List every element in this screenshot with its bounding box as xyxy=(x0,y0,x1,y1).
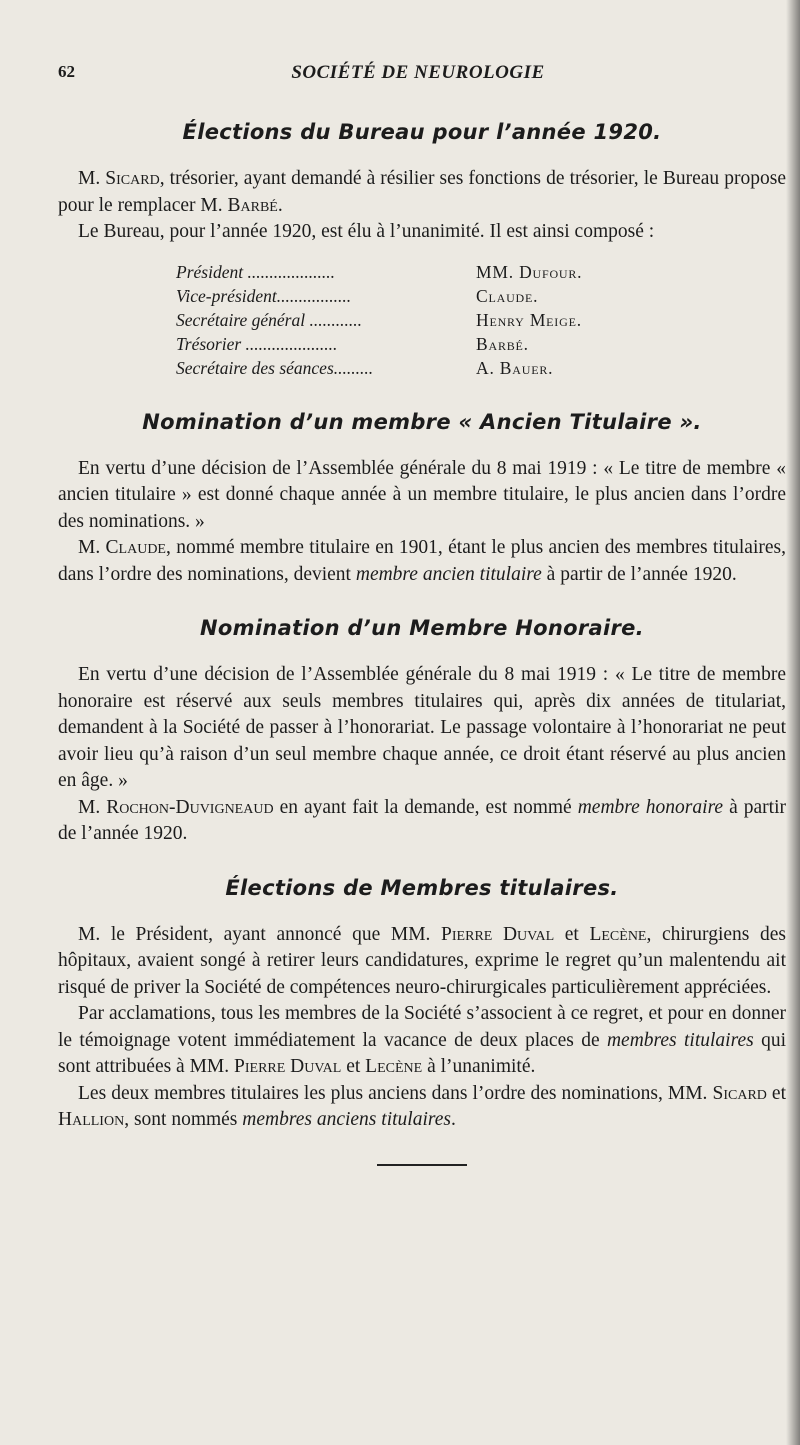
paragraph-ancien-2: M. Claude, nommé membre titulaire en 1901, étant le plus ancien des membres titulaires, dans l’ordre des nominations, devient membre ancien titulaire à partir de l’année 1920. xyxy=(58,537,786,585)
paragraph-titulaires-2: Par acclamations, tous les membres de la Société s’associent à ce regret, et pour en donner le témoignage votent immédiatement la vacance de deux places de membres titulaires qui sont attribuées à MM. Pierre Duval et Lecène à l’unanimité. xyxy=(58,1003,786,1077)
name-pierre-duval: Pierre Duval xyxy=(234,1056,342,1077)
paragraph-titulaires-1: M. le Président, ayant annoncé que MM. Pierre Duval et Lecène, chirurgiens des hôpitaux, avaient songé à retirer leurs candidatures, exprime le regret qu’un malentendu ait risqué de priver la Société de compétences neuro-chirurgicales particulièrement appréciées. xyxy=(58,923,786,998)
name-lecene: Lecène xyxy=(589,923,647,945)
paragraph-bureau-2: Le Bureau, pour l’année 1920, est élu à l’unanimité. Il est ainsi composé : xyxy=(78,221,655,242)
closing-rule xyxy=(377,1164,467,1166)
emphasis-membre-honoraire: membre honoraire xyxy=(577,796,724,818)
name-sicard: Sicard xyxy=(105,168,160,189)
section-heading-honoraire: Nomination d’un Membre Honoraire. xyxy=(200,616,644,640)
officer-name: Barbé. xyxy=(476,333,529,354)
name-pierre-duval: Pierre Duval xyxy=(441,923,555,945)
section-heading-bureau: Élections du Bureau pour l’année 1920. xyxy=(182,120,662,144)
officer-role: Président .................... xyxy=(176,261,335,282)
paragraph-honoraire-2: M. Rochon-Duvigneaud en ayant fait la demande, est nommé membre honoraire à partir de l’année 1920. xyxy=(58,796,786,844)
officer-role: Trésorier ..................... xyxy=(176,333,338,354)
name-claude: Claude xyxy=(105,537,166,558)
officer-name: A. Bauer. xyxy=(476,357,554,378)
officer-name: Henry Meige. xyxy=(476,309,582,330)
name-hallion: Hallion xyxy=(58,1109,125,1130)
officer-role: Secrétaire général ............ xyxy=(176,309,362,330)
page-edge-shadow xyxy=(786,0,800,1445)
officer-row xyxy=(176,284,696,308)
paragraph-honoraire-1: En vertu d’une décision de l’Assemblée générale du 8 mai 1919 : « Le titre de membre honoraire est réservé aux seuls membres titulaires qui, après dix années de titulariat, demandent à la Société de passer à l’honorariat. Le passage volontaire à l’honorariat ne peut avoir lieu qu’à raison d’un seul membre chaque année, ce droit étant réservé au plus ancien en âge. » xyxy=(58,664,786,791)
bureau-officers-list xyxy=(176,260,696,380)
page-content xyxy=(58,120,786,1166)
paragraph-titulaires-3: Les deux membres titulaires les plus anciens dans l’ordre des nominations, MM. Sicard et Hallion, sont nommés membres anciens titulaires. xyxy=(58,1082,786,1130)
name-sicard: Sicard xyxy=(712,1082,767,1104)
emphasis-membres-anciens: membres anciens titulaires xyxy=(242,1109,451,1130)
officer-name: Claude. xyxy=(476,285,539,306)
name-lecene: Lecène xyxy=(365,1056,423,1077)
officer-row xyxy=(176,332,696,356)
name-rochon-duvigneaud: Rochon-Duvigneaud xyxy=(106,796,274,818)
officer-row xyxy=(176,308,696,332)
page-number: 62 xyxy=(58,62,75,81)
section-heading-titulaires: Élections de Membres titulaires. xyxy=(225,875,619,900)
emphasis-membres-titulaires: membres titulaires xyxy=(606,1029,754,1051)
paragraph-ancien-1: En vertu d’une décision de l’Assemblée générale du 8 mai 1919 : « Le titre de membre « ancien titulaire » est donné chaque année à un membre titulaire, le plus ancien dans l’ordre des nominations. » xyxy=(58,457,786,532)
officer-role: Secrétaire des séances......... xyxy=(176,357,374,378)
paragraph-bureau-1: M. Sicard, trésorier, ayant demandé à résilier ses fonctions de trésorier, le Bureau propose pour le remplacer M. Barbé. xyxy=(58,168,786,216)
section-heading-ancien-titulaire: Nomination d’un membre « Ancien Titulaire ». xyxy=(142,409,702,434)
page-header xyxy=(58,62,778,88)
name-barbe: Barbé xyxy=(227,194,278,216)
officer-row xyxy=(176,260,696,284)
officer-name: MM. Dufour. xyxy=(476,261,583,282)
emphasis-membre-ancien: membre ancien titulaire xyxy=(355,563,542,585)
running-head: SOCIÉTÉ DE NEUROLOGIE xyxy=(291,62,545,83)
officer-role: Vice-président................. xyxy=(176,285,352,306)
officer-row xyxy=(176,356,696,380)
